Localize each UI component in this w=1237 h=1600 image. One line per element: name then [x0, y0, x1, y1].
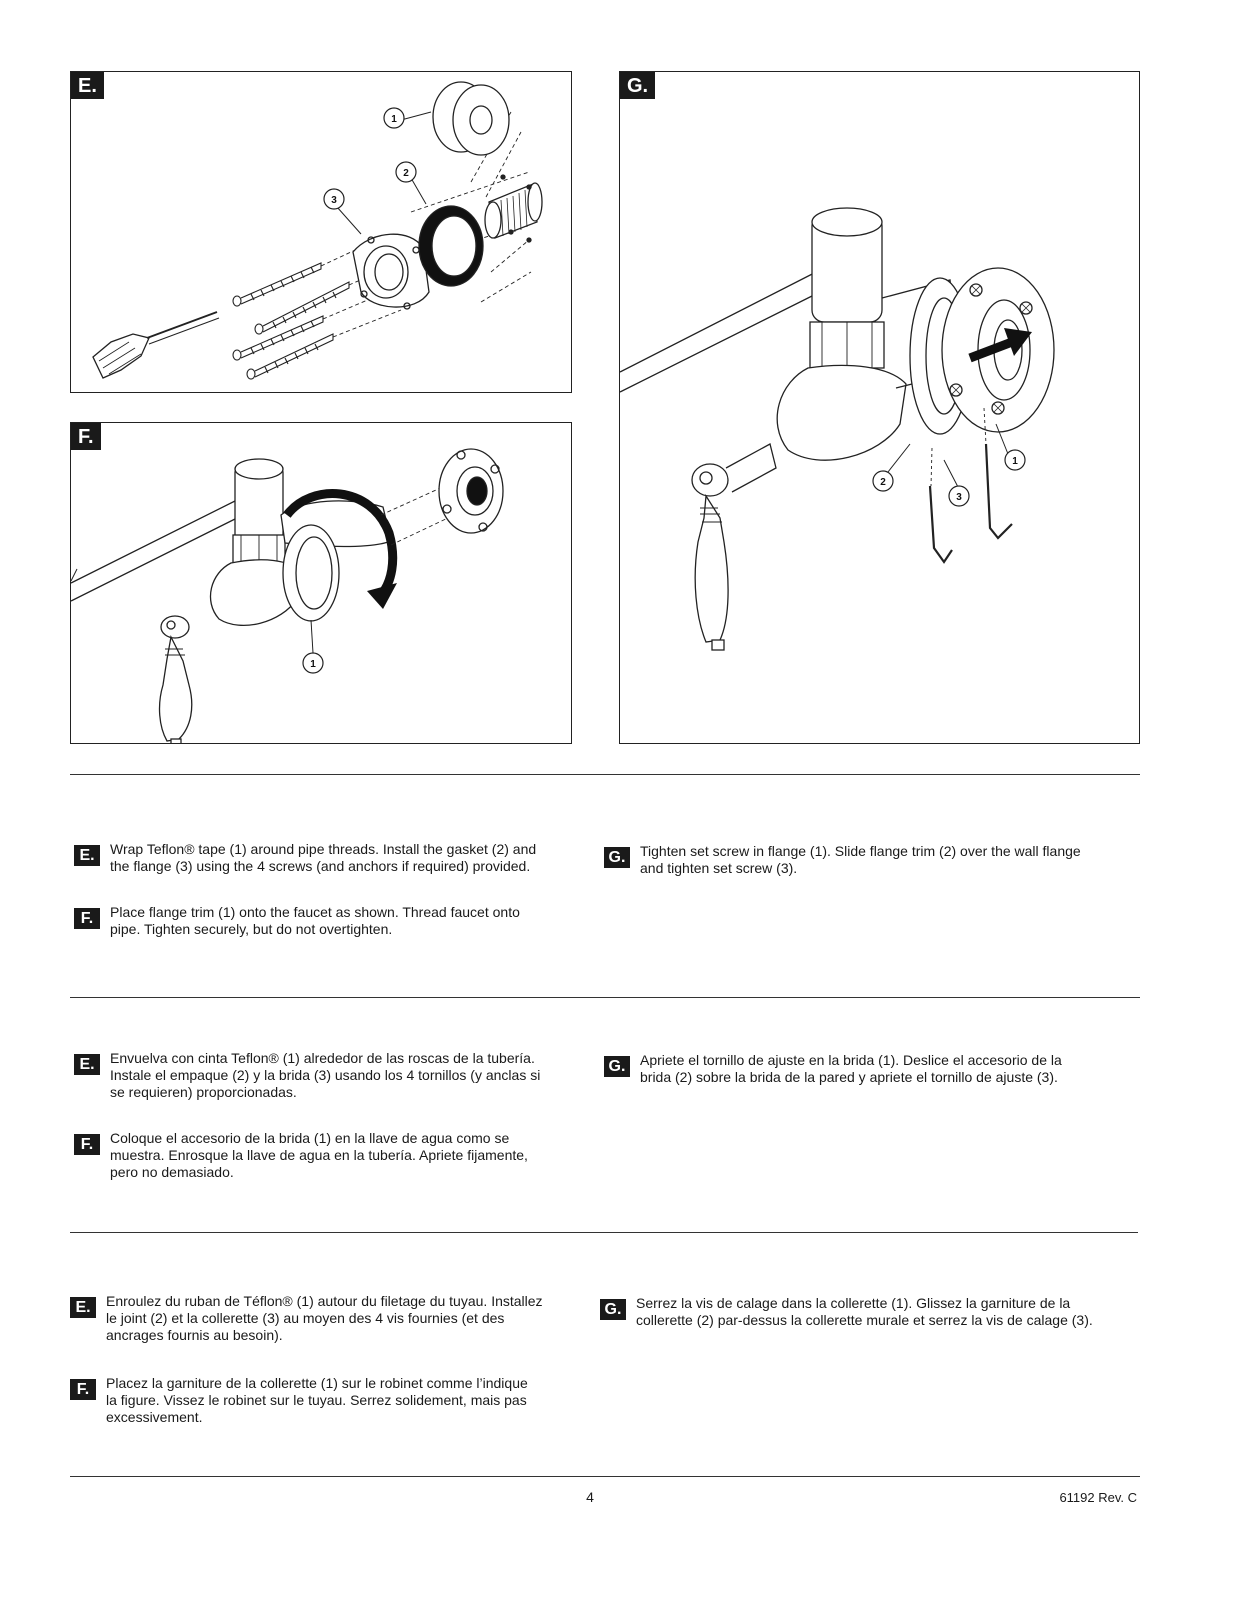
figure-g-illustration [620, 72, 1140, 744]
teflon-tape-icon [433, 82, 509, 155]
instruction-text: Place flange trim (1) onto the faucet as shown. Thread faucet onto pipe. Tighten securely, but do not overtighten. [110, 904, 520, 937]
instruction-fr-g [600, 1295, 1130, 1329]
figure-e-illustration [71, 72, 572, 393]
step-badge: F. [74, 1134, 100, 1155]
divider [70, 997, 1140, 998]
divider [70, 1232, 1138, 1233]
instruction-text: Serrez la vis de calage dans la collerette (1). Glissez la garniture de la collerette (2) par-dessus la collerette murale et serrez la vis de calage (3). [636, 1295, 1093, 1328]
svg-text:3: 3 [956, 492, 962, 503]
instruction-text: Wrap Teflon® tape (1) around pipe threads. Install the gasket (2) and the flange (3) using the 4 screws (and anchors if required) provided. [110, 841, 537, 874]
instruction-text: Apriete el tornillo de ajuste en la brida (1). Deslice el accesorio de la brida (2) sobre la brida de la pared y apriete el tornillo de ajuste (3). [640, 1052, 1062, 1085]
lever-handle-icon [160, 616, 192, 744]
instruction-en-f [74, 904, 574, 938]
pipe-icon [485, 183, 542, 238]
figure-e-label: E. [71, 72, 104, 99]
step-badge: G. [604, 1056, 630, 1077]
svg-text:3: 3 [331, 195, 337, 206]
step-badge: E. [74, 1054, 100, 1075]
svg-text:2: 2 [403, 168, 409, 179]
document-number: 61192 Rev. C [1059, 1490, 1137, 1505]
svg-text:1: 1 [1012, 456, 1018, 467]
instruction-es-g [604, 1052, 1124, 1086]
callout-markers [873, 424, 1025, 506]
instruction-es-e [74, 1050, 579, 1101]
instruction-text: Coloque el accesorio de la brida (1) en la llave de agua como se muestra. Enrosque la llave de agua en la tubería. Apriete fijamente, pero no demasiado. [110, 1130, 528, 1180]
figure-f-illustration [71, 423, 572, 744]
instruction-text: Placez la garniture de la collerette (1) sur le robinet comme l’indique la figure. Vissez le robinet sur le tuyau. Serrez solidement, mais pas excessivement. [106, 1375, 528, 1425]
instruction-text: Enroulez du ruban de Téflon® (1) autour du filetage du tuyau. Installez le joint (2) et la collerette (3) au moyen des 4 vis fournies (et des ancrages fournis au besoin). [106, 1293, 543, 1343]
figure-e [70, 71, 572, 393]
instruction-text: Envuelva con cinta Teflon® (1) alrededor de las roscas de la tubería. Instale el empaque (2) y la brida (3) usando los 4 tornillos (y anclas si se requieren) proporcionadas. [110, 1050, 541, 1100]
instruction-es-f [74, 1130, 579, 1181]
instruction-en-e [74, 841, 574, 875]
step-badge: E. [74, 845, 100, 866]
step-badge: F. [70, 1379, 96, 1400]
divider [70, 774, 1140, 775]
step-badge: G. [604, 847, 630, 868]
svg-text:2: 2 [880, 477, 886, 488]
step-badge: F. [74, 908, 100, 929]
page-number: 4 [586, 1489, 594, 1505]
callout-markers [303, 620, 323, 673]
instruction-fr-f [70, 1375, 580, 1426]
figure-g [619, 71, 1140, 744]
step-badge: G. [600, 1299, 626, 1320]
screw-icon [233, 263, 349, 379]
screwdriver-icon [93, 312, 219, 378]
instruction-fr-e [70, 1293, 580, 1344]
callout-markers [324, 108, 431, 234]
svg-text:1: 1 [391, 114, 397, 125]
step-badge: E. [70, 1297, 96, 1318]
gasket-icon [419, 206, 483, 286]
instruction-text: Tighten set screw in flange (1). Slide flange trim (2) over the wall flange and tighten set screw (3). [640, 843, 1081, 876]
divider [70, 1476, 1140, 1477]
figure-f-label: F. [71, 423, 101, 450]
hex-key-icon [930, 444, 1012, 562]
figure-g-label: G. [620, 72, 655, 99]
flange-icon [353, 234, 429, 309]
svg-text:1: 1 [310, 659, 316, 670]
figure-f [70, 422, 572, 744]
lever-handle-icon [692, 444, 776, 650]
flange-trim-icon [283, 525, 339, 621]
instruction-en-g [604, 843, 1124, 877]
wall-flange-icon [439, 449, 503, 533]
